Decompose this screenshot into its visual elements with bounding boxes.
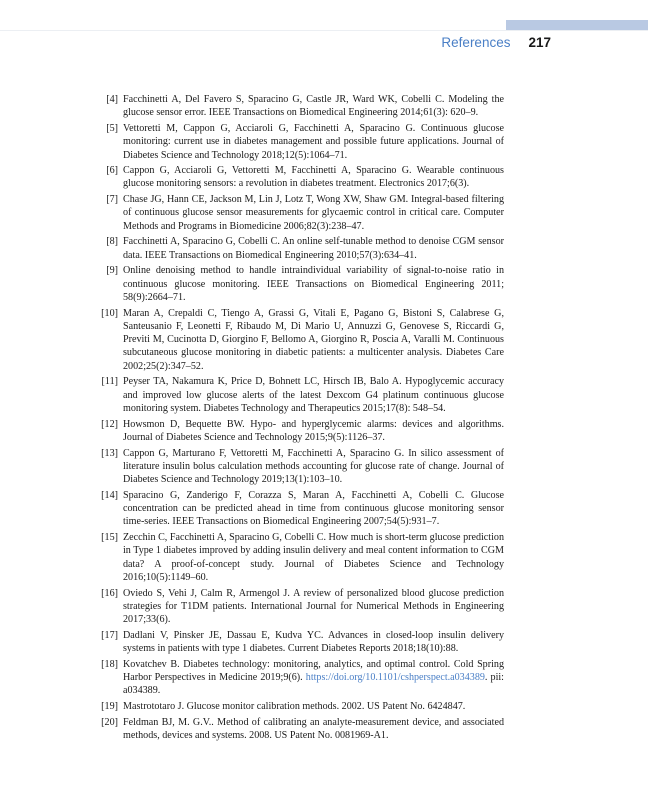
reference-text [123, 418, 504, 445]
reference-citation: Online denoising method to handle intraindividual variability of signal-to-noise ratio in continuous glucose monitoring. IEEE Transactions on Biomedical Engineering 2011; 58(9):2664–71. [123, 265, 504, 303]
running-header [441, 35, 551, 53]
reference-item [97, 489, 504, 529]
reference-text [123, 629, 504, 656]
reference-text [123, 447, 504, 487]
reference-number: [7] [106, 194, 118, 206]
reference-number: [15] [101, 531, 118, 543]
reference-text [123, 658, 504, 698]
reference-text [123, 489, 504, 529]
reference-item [97, 235, 504, 262]
reference-item [97, 629, 504, 656]
reference-number: [19] [101, 700, 118, 712]
header-accent-bar [506, 20, 648, 30]
reference-item [97, 658, 504, 698]
reference-number: [20] [101, 716, 118, 728]
reference-number: [13] [101, 447, 118, 459]
reference-text [123, 122, 504, 162]
reference-citation: Howsmon D, Bequette BW. Hypo- and hyperglycemic alarms: devices and algorithms. Journal of Diabetes Science and Technology 2015;9(5):1126–37. [123, 418, 504, 443]
reference-number: [8] [106, 236, 118, 248]
reference-text [123, 587, 504, 627]
reference-citation: Oviedo S, Vehi J, Calm R, Armengol J. A review of personalized blood glucose prediction strategies for T1DM patients. International Journal for Numerical Methods in Engineering 2017;33(6). [123, 587, 504, 626]
reference-citation: Mastrototaro J. Glucose monitor calibration methods. 2002. US Patent No. 6424847. [123, 700, 466, 712]
page-number: 217 [528, 35, 551, 50]
doi-link[interactable]: https://doi.org/10.1101/cshperspect.a034389 [305, 671, 485, 683]
reference-item [97, 418, 504, 445]
reference-citation: Sparacino G, Zanderigo F, Corazza S, Maran A, Facchinetti A, Cobelli C. Glucose concentration can be predicted ahead in time from continuous glucose monitoring sensor time-series. IEEE Transactions on Biomedical Engineering 2007;54(5):931–7. [123, 489, 504, 528]
reference-item [97, 587, 504, 627]
reference-citation: Chase JG, Hann CE, Jackson M, Lin J, Lotz T, Wong XW, Shaw GM. Integral-based filtering of continuous glucose sensor measurements for glycaemic control in critical care. Computer Methods and Programs in Biomedicine 2006;82(3):238–47. [123, 194, 504, 232]
reference-item [97, 700, 504, 713]
reference-item [97, 307, 504, 373]
reference-citation: Kovatchev B. Diabetes technology: monitoring, analytics, and optimal control. Cold Spring Harbor Perspectives in Medicine 2019;9(6). [123, 658, 504, 683]
reference-number: [10] [101, 307, 118, 319]
reference-citation: Vettoretti M, Cappon G, Acciaroli G, Facchinetti A, Sparacino G. Continuous glucose monitoring: current use in diabetes management and possible future applications. Journal of Diabetes Science and Technology 2018;12(5):1064–71. [123, 122, 504, 161]
reference-number: [11] [101, 376, 118, 388]
reference-item [97, 193, 504, 233]
reference-list [97, 93, 504, 745]
reference-number: [12] [101, 418, 118, 430]
reference-number: [4] [106, 94, 118, 105]
reference-number: [18] [101, 658, 118, 670]
reference-number: [6] [106, 165, 118, 177]
reference-number: [16] [101, 587, 118, 599]
reference-text [123, 700, 504, 713]
reference-number: [5] [106, 122, 118, 134]
reference-citation: Zecchin C, Facchinetti A, Sparacino G, Cobelli C. How much is short-term glucose prediction in Type 1 diabetes improved by adding insulin delivery and meal content information to CGM data? A proof-of-concept study. Journal of Diabetes Science and Technology 2016;10(5):1149–60. [123, 531, 504, 583]
reference-number: [14] [101, 489, 118, 501]
reference-number: [17] [101, 629, 118, 641]
reference-citation: Facchinetti A, Sparacino G, Cobelli C. An online self-tunable method to denoise CGM sensor data. IEEE Transactions on Biomedical Engineering 2010;57(3):634–41. [123, 236, 504, 261]
reference-citation: Cappon G, Acciaroli G, Vettoretti M, Facchinetti A, Sparacino G. Wearable continuous glucose monitoring sensors: a revolution in diabetes treatment. Electronics 2017;6(3). [123, 165, 504, 190]
reference-item [97, 122, 504, 162]
reference-text [123, 375, 504, 415]
section-title: References [441, 35, 511, 50]
reference-item [97, 447, 504, 487]
reference-citation: Feldman BJ, M. G.V.. Method of calibrating an analyte-measurement device, and associated methods, devices and systems. 2008. US Patent No. 0081969-A1. [123, 716, 504, 741]
reference-citation: Peyser TA, Nakamura K, Price D, Bohnett LC, Hirsch IB, Balo A. Hypoglycemic accuracy and improved low glucose alerts of the latest Dexcom G4 platinum continuous glucose monitoring system. Diabetes Technology and Therapeutics 2015;17(8): 548–54. [123, 376, 504, 414]
reference-citation: Dadlani V, Pinsker JE, Dassau E, Kudva YC. Advances in closed-loop insulin delivery systems in patients with type 1 diabetes. Current Diabetes Reports 2018;18(10):88. [123, 629, 504, 655]
reference-text [123, 264, 504, 304]
reference-item [97, 264, 504, 304]
header-rule [0, 30, 648, 31]
reference-text [123, 716, 504, 743]
reference-item [97, 716, 504, 743]
reference-text [123, 307, 504, 373]
reference-item [97, 164, 504, 191]
reference-citation: Facchinetti A, Del Favero S, Sparacino G, Castle JR, Ward WK, Cobelli C. Modeling the glucose sensor error. IEEE Transactions on Biomedical Engineering 2014;61(3): 620–9. [123, 94, 504, 119]
reference-text [123, 193, 504, 233]
reference-item [97, 375, 504, 415]
reference-text [123, 235, 504, 262]
reference-citation: Maran A, Crepaldi C, Tiengo A, Grassi G, Vitali E, Pagano G, Bistoni S, Calabrese G, Santeusanio F, Leonetti F, Ribaudo M, Di Mario U, Annuzzi G, Genovese S, Riccardi G, Previti M, Cucinotta D, Giorgino F, Bellomo A, Giorgino R, Poscia A, Varalli M. Continuous subcutaneous glucose monitoring in diabetic patients: a multicenter analysis. Diabetes Care 2002;25(2):347–52. [123, 307, 504, 372]
reference-text [123, 93, 504, 120]
reference-text [123, 531, 504, 584]
reference-suffix: . pii: a034389. [123, 671, 504, 697]
reference-item [97, 93, 504, 120]
reference-citation: Cappon G, Marturano F, Vettoretti M, Facchinetti A, Sparacino G. In silico assessment of literature insulin bolus calculation methods accounting for glucose rate of change. Journal of Diabetes Science and Technology 2019;13(1):103–10. [123, 447, 504, 486]
reference-text [123, 164, 504, 191]
reference-number: [9] [106, 265, 118, 277]
reference-item [97, 531, 504, 584]
